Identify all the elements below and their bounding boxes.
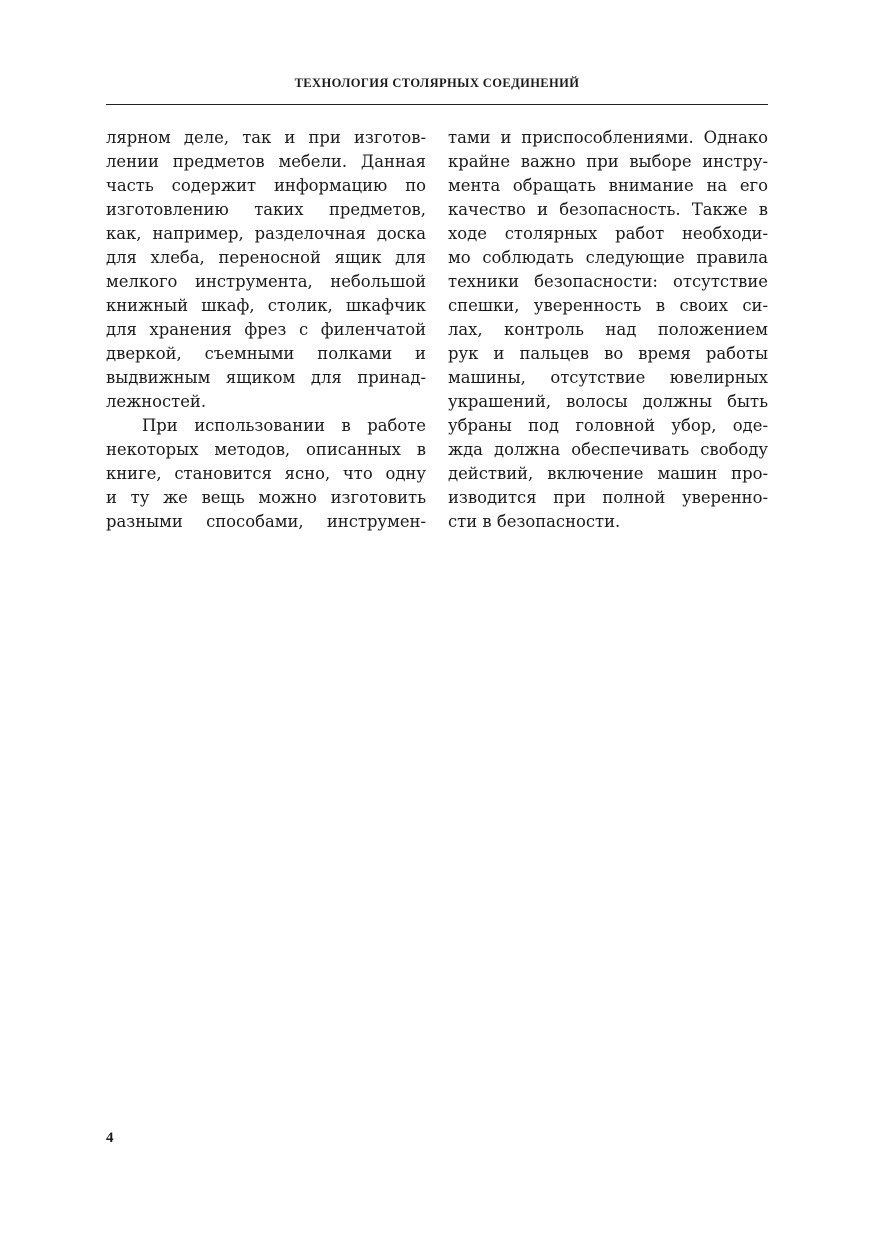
text-line: машины, отсутствие ювелирных bbox=[448, 368, 768, 387]
text-line: изводится при полной уверенно- bbox=[448, 488, 768, 507]
text-line: и ту же вещь можно изготовить bbox=[106, 488, 426, 507]
text-line: изготовлению таких предметов, bbox=[106, 200, 426, 219]
text-line: некоторых методов, описанных в bbox=[106, 440, 426, 459]
text-line: книжный шкаф, столик, шкафчик bbox=[106, 296, 426, 315]
left-column bbox=[106, 126, 426, 534]
text-line: как, например, разделочная доска bbox=[106, 224, 426, 243]
text-line: дверкой, съемными полками и bbox=[106, 344, 426, 363]
header-rule bbox=[106, 104, 768, 105]
text-line: качество и безопасность. Также в bbox=[448, 200, 768, 219]
text-line: мо соблюдать следующие правила bbox=[448, 248, 768, 267]
text-line: техники безопасности: отсутствие bbox=[448, 272, 768, 291]
right-column bbox=[448, 126, 768, 534]
text-line: выдвижным ящиком для принад- bbox=[106, 368, 426, 387]
text-line: мента обращать внимание на его bbox=[448, 176, 768, 195]
text-line: крайне важно при выборе инстру- bbox=[448, 152, 768, 171]
text-line: книге, становится ясно, что одну bbox=[106, 464, 426, 483]
text-line: убраны под головной убор, оде- bbox=[448, 416, 768, 435]
text-line: ходе столярных работ необходи- bbox=[448, 224, 768, 243]
text-line: лах, контроль над положением bbox=[448, 320, 768, 339]
page-number: 4 bbox=[106, 1130, 114, 1146]
text-line: для хлеба, переносной ящик для bbox=[106, 248, 426, 267]
paragraph-first-line: При использовании в работе bbox=[142, 416, 426, 435]
running-title: ТЕХНОЛОГИЯ СТОЛЯРНЫХ СОЕДИНЕНИЙ bbox=[294, 76, 580, 90]
text-line: спешки, уверенность в своих си- bbox=[448, 296, 768, 315]
text-line: лении предметов мебели. Данная bbox=[106, 152, 426, 171]
paragraph-end-line: сти в безопасности. bbox=[448, 512, 621, 531]
text-line: мелкого инструмента, небольшой bbox=[106, 272, 426, 291]
text-line: для хранения фрез с филенчатой bbox=[106, 320, 426, 339]
text-line: часть содержит информацию по bbox=[106, 176, 426, 195]
paragraph-end-line: лежностей. bbox=[106, 392, 207, 411]
text-line: рук и пальцев во время работы bbox=[448, 344, 768, 363]
text-line: украшений, волосы должны быть bbox=[448, 392, 768, 411]
text-line: действий, включение машин про- bbox=[448, 464, 768, 483]
text-line: тами и приспособлениями. Однако bbox=[448, 128, 768, 147]
text-line: лярном деле, так и при изготов- bbox=[106, 128, 426, 147]
text-line: жда должна обеспечивать свободу bbox=[448, 440, 768, 459]
text-line: разными способами, инструмен- bbox=[106, 512, 426, 531]
